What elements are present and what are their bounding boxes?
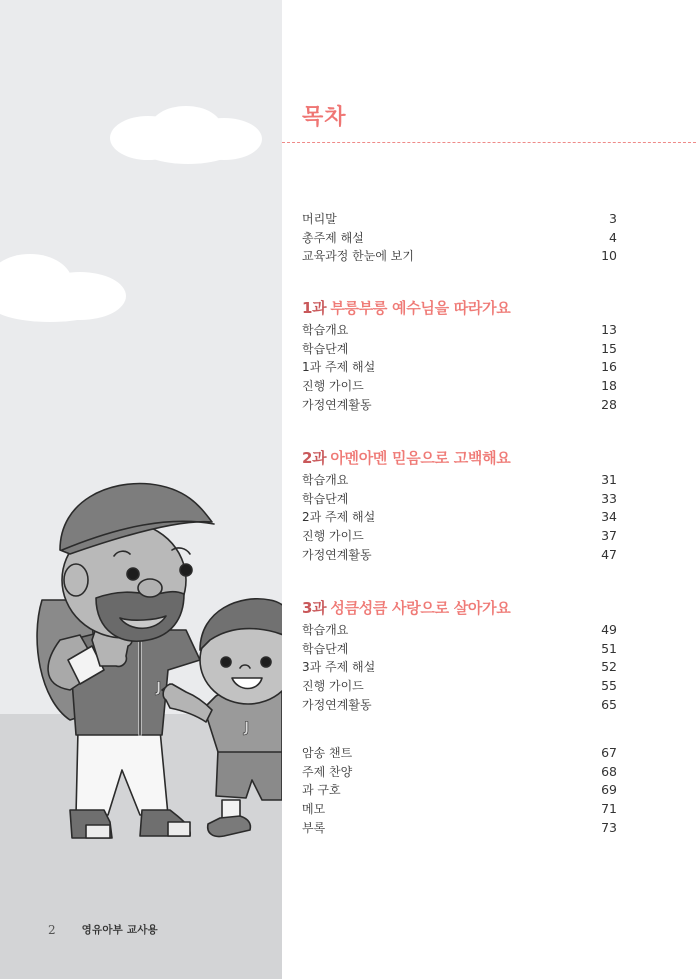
toc-entry-label: 주제 찬양	[302, 764, 353, 779]
toc-entry-label: 진행 가이드	[302, 679, 364, 694]
toc-entry-page: 10	[601, 248, 617, 264]
svg-text:J: J	[156, 680, 162, 696]
toc-entry-label: 학습단계	[302, 341, 349, 356]
toc-entry[interactable]	[302, 781, 617, 800]
toc-entry[interactable]	[302, 545, 617, 564]
toc-entry-label: 부록	[302, 821, 326, 836]
toc-entry-label: 교육과정 한눈에 보기	[302, 249, 414, 264]
toc-entry-label: 1과 주제 해설	[302, 360, 376, 375]
lesson-title: 성큼성큼 사랑으로 살아가요	[330, 599, 511, 617]
toc-entry[interactable]	[302, 376, 617, 395]
toc-entry-page: 31	[601, 471, 617, 487]
svg-text:J: J	[244, 720, 250, 736]
toc-entry-label: 진행 가이드	[302, 379, 364, 394]
lesson-heading[interactable]	[302, 446, 617, 470]
toc-entry[interactable]	[302, 743, 617, 762]
toc-entry[interactable]	[302, 620, 617, 639]
toc-entry-page: 33	[601, 490, 617, 506]
toc-entry[interactable]	[302, 228, 617, 247]
toc-entry-page: 18	[601, 378, 617, 394]
toc-entry-page: 13	[601, 321, 617, 337]
toc-entry-page: 65	[601, 697, 617, 713]
toc-entry[interactable]	[302, 339, 617, 358]
toc-entry-label: 학습개요	[302, 622, 349, 637]
toc-entry-label: 메모	[302, 802, 326, 817]
toc-entry[interactable]	[302, 526, 617, 545]
toc-entry[interactable]	[302, 658, 617, 677]
toc-entry[interactable]	[302, 489, 617, 508]
characters-illustration	[0, 470, 282, 860]
toc-entry-page: 47	[601, 547, 617, 563]
lesson-title: 부릉부릉 예수님을 따라가요	[330, 299, 511, 317]
toc-entry-page: 37	[601, 528, 617, 544]
page-number: 2	[48, 922, 56, 937]
toc-entry-page: 16	[601, 359, 617, 375]
toc-entry[interactable]	[302, 762, 617, 781]
toc-entry[interactable]	[302, 695, 617, 714]
toc-entry[interactable]	[302, 508, 617, 527]
toc-lesson-1	[302, 296, 617, 414]
toc-entry-page: 73	[601, 820, 617, 836]
toc-entry-label: 총주제 해설	[302, 230, 364, 245]
dashed-divider	[282, 142, 696, 143]
toc-entry-label: 과 구호	[302, 783, 341, 798]
toc-entry-page: 71	[601, 801, 617, 817]
toc-entry-label: 학습개요	[302, 472, 349, 487]
toc-entry-page: 69	[601, 782, 617, 798]
toc-entry[interactable]	[302, 470, 617, 489]
toc-entry-label: 학습개요	[302, 322, 349, 337]
toc-entry[interactable]	[302, 676, 617, 695]
toc-entry-label: 2과 주제 해설	[302, 510, 376, 525]
toc-entry[interactable]	[302, 358, 617, 377]
toc-entry-page: 51	[601, 640, 617, 656]
toc-entry-page: 15	[601, 340, 617, 356]
lesson-number: 1과	[302, 299, 327, 317]
toc-entry-label: 진행 가이드	[302, 529, 364, 544]
toc-entry-page: 52	[601, 659, 617, 675]
toc-entry[interactable]	[302, 395, 617, 414]
lesson-number: 2과	[302, 449, 327, 467]
toc-entry-label: 가정연계활동	[302, 698, 372, 713]
cloud-icon	[0, 252, 130, 322]
toc-entry-label: 학습단계	[302, 491, 349, 506]
toc-entry-label: 암송 챈트	[302, 745, 353, 760]
lesson-heading[interactable]	[302, 596, 617, 620]
toc-entry-label: 가정연계활동	[302, 548, 372, 563]
toc-entry-page: 4	[609, 229, 617, 245]
lesson-number: 3과	[302, 599, 327, 617]
toc-entry-label: 학습단계	[302, 641, 349, 656]
toc-entry-page: 49	[601, 621, 617, 637]
toc-entry[interactable]	[302, 247, 617, 266]
toc-entry-page: 55	[601, 678, 617, 694]
toc-entry-label: 머리말	[302, 211, 337, 226]
toc-lesson-3	[302, 596, 617, 714]
toc-entry-page: 34	[601, 509, 617, 525]
toc-entry[interactable]	[302, 639, 617, 658]
toc-entry[interactable]	[302, 320, 617, 339]
cloud-icon	[108, 104, 264, 166]
lesson-heading[interactable]	[302, 296, 617, 320]
toc-title: 목차	[302, 105, 347, 130]
page-footer	[48, 922, 158, 937]
toc-entry-label: 가정연계활동	[302, 398, 372, 413]
toc-lesson-2	[302, 446, 617, 564]
toc-entry[interactable]	[302, 209, 617, 228]
toc-entry-page: 3	[609, 210, 617, 226]
toc-appendix-group	[302, 743, 617, 837]
book-title: 영유아부 교사용	[81, 924, 158, 936]
toc-entry-page: 68	[601, 763, 617, 779]
table-of-contents	[282, 0, 696, 979]
toc-entry-page: 67	[601, 744, 617, 760]
toc-entry-label: 3과 주제 해설	[302, 660, 376, 675]
toc-entry[interactable]	[302, 818, 617, 837]
illustration-panel	[0, 0, 282, 979]
toc-entry-page: 28	[601, 397, 617, 413]
toc-entry[interactable]	[302, 799, 617, 818]
toc-intro-group	[302, 209, 617, 265]
lesson-title: 아멘아멘 믿음으로 고백해요	[330, 449, 511, 467]
